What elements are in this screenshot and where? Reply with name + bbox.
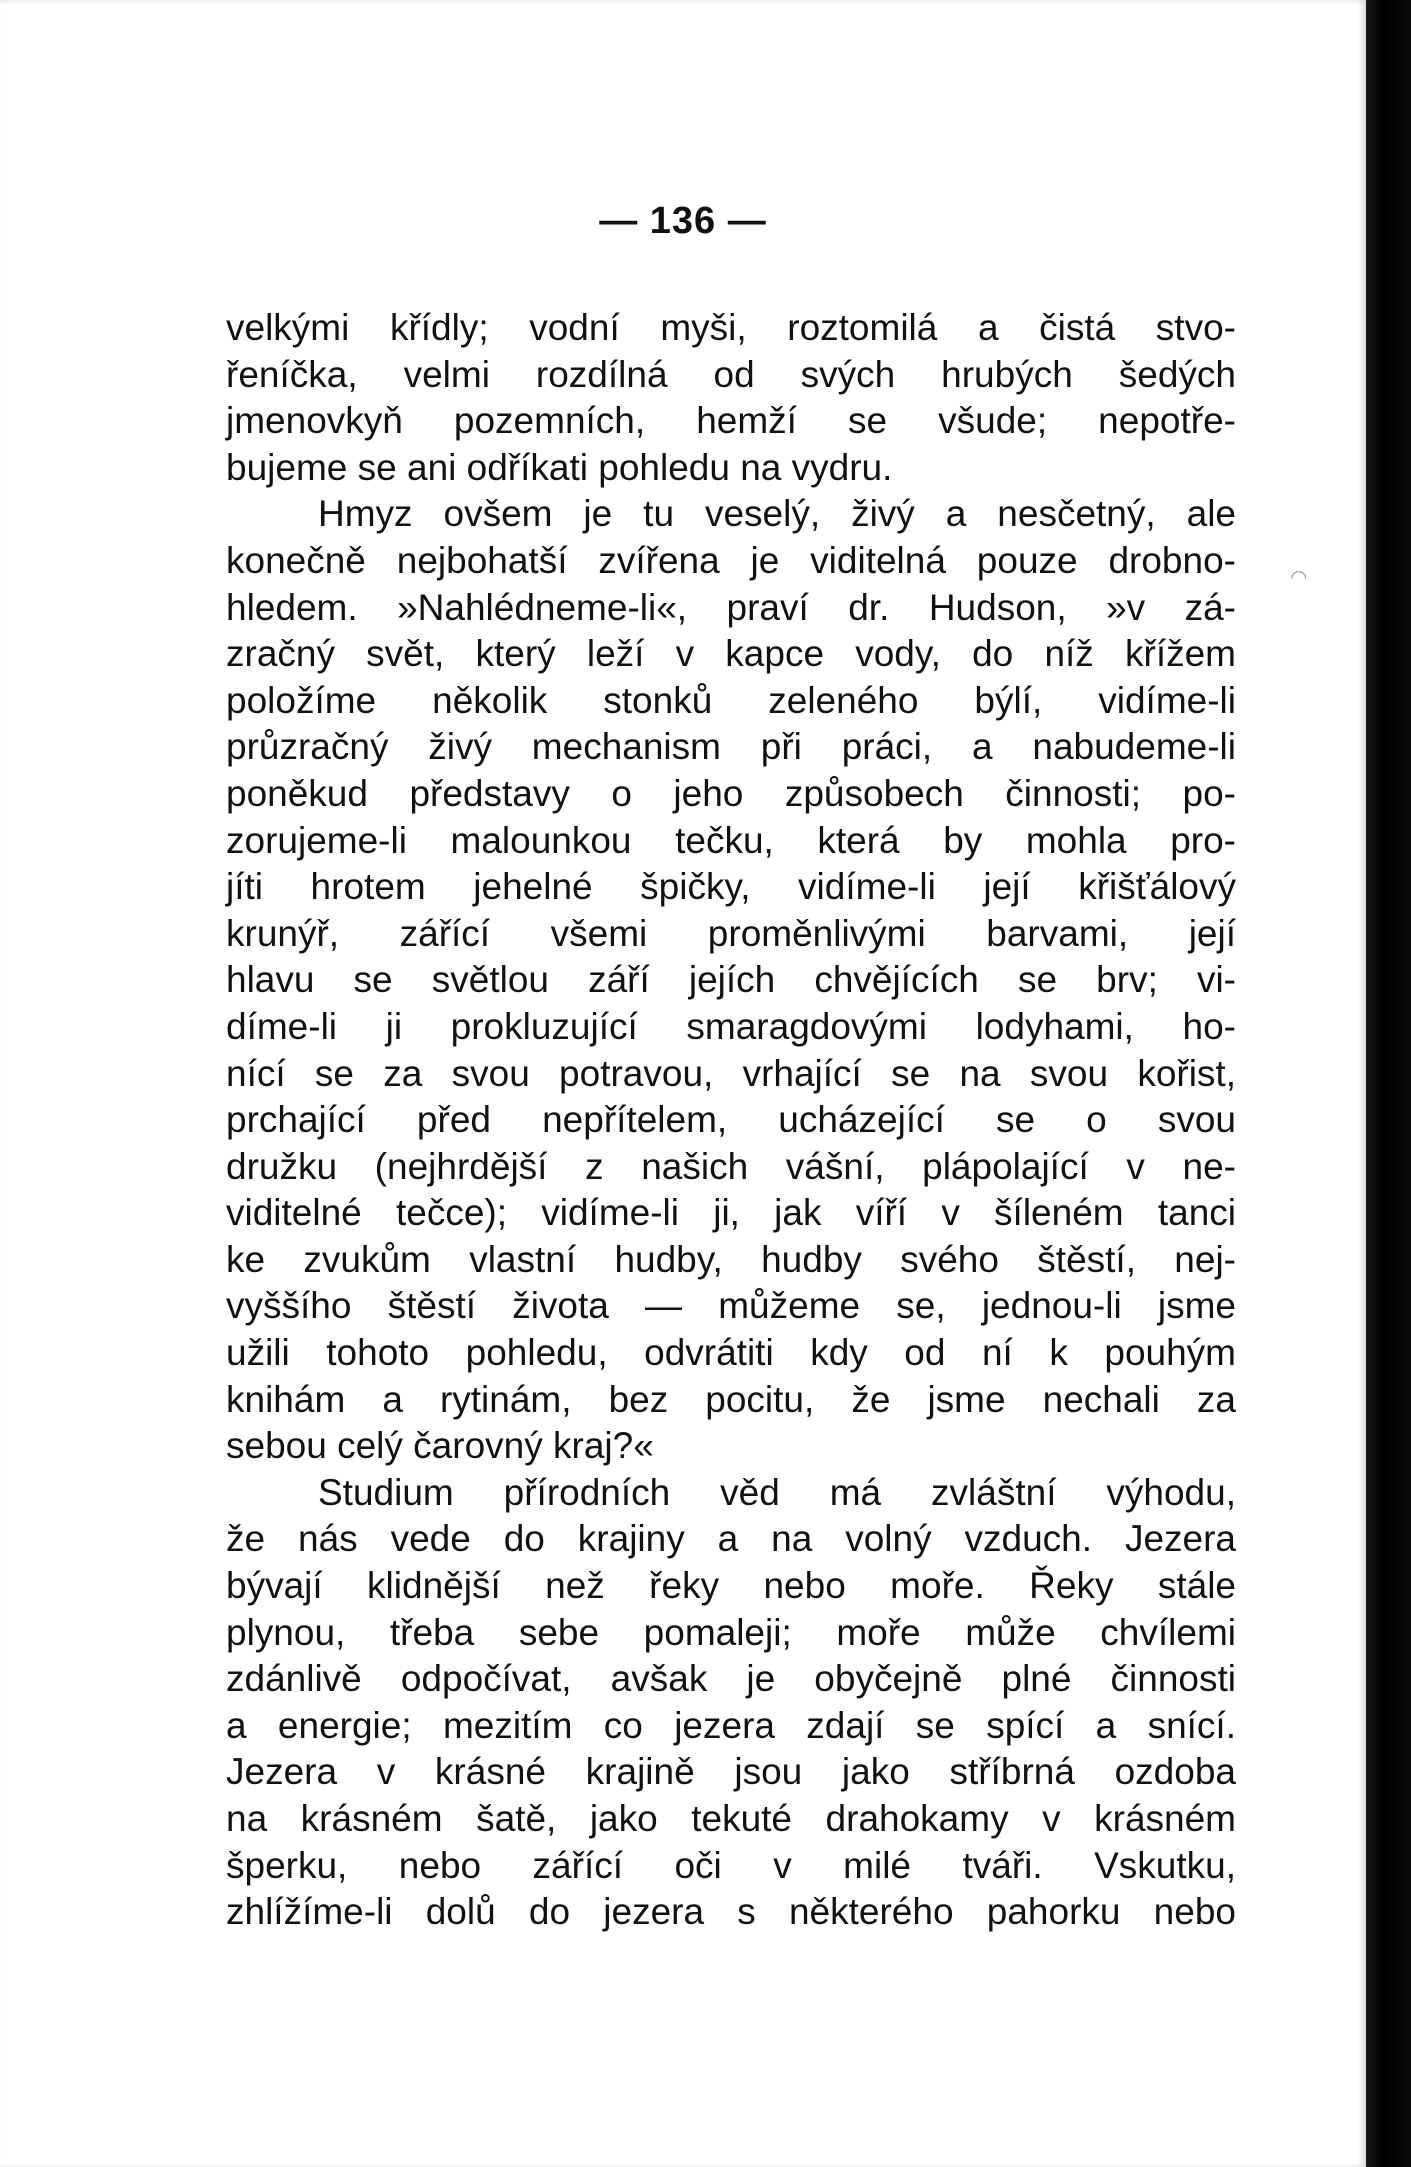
- text-line: řeníčka, velmi rozdílná od svých hrubých šedých: [226, 353, 1236, 395]
- paragraph: [226, 305, 1236, 491]
- margin-mark: ◠: [1290, 565, 1308, 589]
- text-line: plynou, třeba sebe pomaleji; moře může chvílemi: [226, 1611, 1236, 1653]
- text-line: Studium přírodních věd má zvláštní výhodu,: [318, 1471, 1236, 1513]
- text-line: šperku, nebo zářící oči v milé tváři. Vskutku,: [226, 1844, 1236, 1886]
- text-line: poněkud představy o jeho způsobech činnosti; po-: [226, 772, 1236, 814]
- page-edge-shadow: [1366, 0, 1411, 2167]
- text-line: zračný svět, který leží v kapce vody, do níž křížem: [226, 633, 1236, 675]
- text-line: viditelné tečce); vidíme-li ji, jak víří v šíleném tanci: [226, 1192, 1236, 1234]
- text-line: bujeme se ani odříkati pohledu na vydru.: [226, 446, 893, 488]
- text-line: a energie; mezitím co jezera zdají se spící a snící.: [226, 1704, 1236, 1746]
- text-line: díme-li ji prokluzující smaragdovými lodyhami, ho-: [226, 1005, 1236, 1047]
- text-line: knihám a rytinám, bez pocitu, že jsme nechali za: [226, 1378, 1236, 1420]
- paragraph: [226, 491, 1236, 1469]
- text-line: na krásném šatě, jako tekuté drahokamy v krásném: [226, 1798, 1236, 1839]
- text-line: jíti hrotem jehelné špičky, vidíme-li její křišťálový: [226, 866, 1236, 908]
- text-line: že nás vede do krajiny a na volný vzduch. Jezera: [226, 1518, 1236, 1560]
- text-line: hlavu se světlou září jejích chvějících se brv; vi-: [226, 959, 1236, 1001]
- text-line: jmenovkyň pozemních, hemží se všude; nepotře-: [226, 400, 1236, 442]
- text-line: konečně nejbohatší zvířena je viditelná pouze drobno-: [226, 539, 1236, 581]
- text-line: hledem. »Nahlédneme-li«, praví dr. Hudson, »v zá-: [226, 586, 1236, 628]
- body-text: [226, 305, 1236, 1936]
- text-line: nící se za svou potravou, vrhající se na svou kořist,: [226, 1052, 1236, 1094]
- text-line: bývají klidnější než řeky nebo moře. Řeky stále: [226, 1565, 1236, 1607]
- paragraph: [226, 1470, 1236, 1936]
- text-line: ke zvukům vlastní hudby, hudby svého štěstí, nej-: [226, 1238, 1236, 1280]
- text-line: sebou celý čarovný kraj?«: [226, 1425, 654, 1467]
- text-line: Jezera v krásné krajině jsou jako stříbrná ozdoba: [226, 1751, 1236, 1793]
- text-line: Hmyz ovšem je tu veselý, živý a nesčetný, ale: [318, 493, 1236, 535]
- text-line: zorujeme-li malounkou tečku, která by mohla pro-: [226, 819, 1236, 861]
- text-line: prchající před nepřítelem, ucházející se o svou: [226, 1099, 1236, 1141]
- text-line: zhlížíme-li dolů do jezera s některého pahorku nebo: [226, 1891, 1236, 1933]
- text-line: krunýř, zářící všemi proměnlivými barvami, její: [226, 912, 1236, 954]
- text-line: průzračný živý mechanism při práci, a nabudeme-li: [226, 726, 1236, 768]
- text-line: vyššího štěstí života — můžeme se, jednou-li jsme: [226, 1285, 1236, 1327]
- text-line: užili tohoto pohledu, odvrátiti kdy od ní k pouhým: [226, 1332, 1236, 1374]
- text-line: družku (nejhrdější z našich vášní, plápolající v ne-: [226, 1145, 1236, 1187]
- page-number: — 136 —: [599, 200, 767, 242]
- text-line: zdánlivě odpočívat, avšak je obyčejně plné činnosti: [226, 1658, 1236, 1700]
- text-line: velkými křídly; vodní myši, roztomilá a čistá stvo-: [226, 307, 1236, 348]
- text-line: položíme několik stonků zeleného býlí, vidíme-li: [226, 679, 1236, 721]
